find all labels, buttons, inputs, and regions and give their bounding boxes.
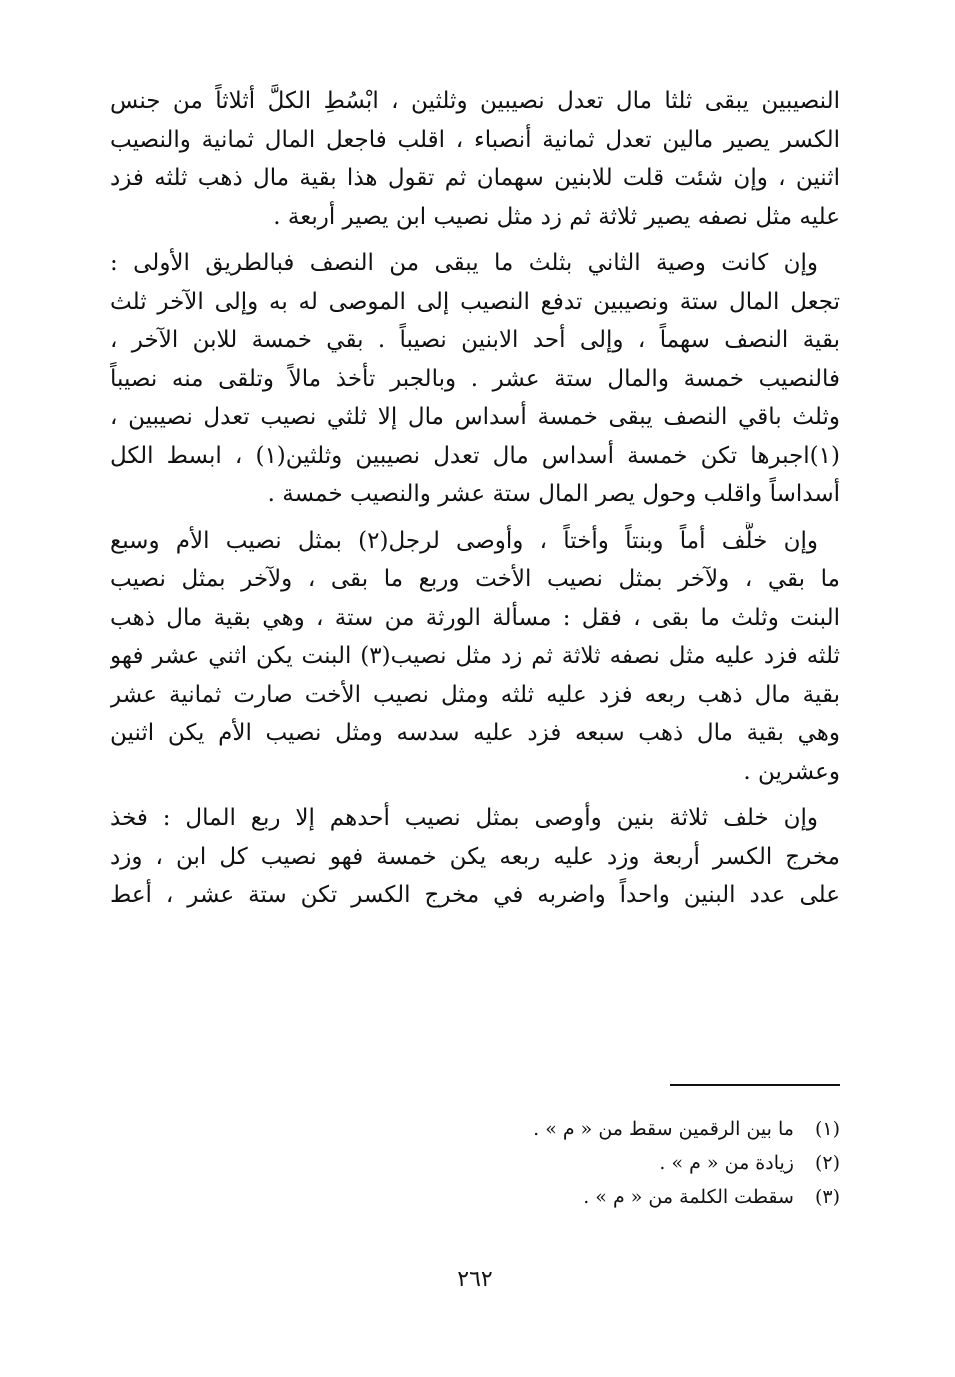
- book-page: [110, 82, 840, 1322]
- text-line: وهي بقية مال ذهب سبعه فزد عليه سدسه ومثل نصيب الأم يكن اثنين: [110, 720, 840, 746]
- paragraph-4: [110, 799, 840, 915]
- footnote-number: (٣): [814, 1186, 840, 1208]
- footnotes: [110, 1112, 840, 1214]
- text-line: بقية مال ذهب ربعه فزد عليه ثلثه ومثل نصيب الأخت صارت ثمانية عشر: [110, 681, 840, 708]
- text-line: الكسر يصير مالين تعدل ثمانية أنصباء ، اقلب فاجعل المال ثمانية والنصيب: [110, 126, 840, 153]
- footnote-number: (٢): [814, 1152, 840, 1174]
- footnote-separator: [670, 1084, 840, 1086]
- page-number: ٢٦٢: [457, 1267, 493, 1292]
- main-text: [110, 82, 840, 915]
- text-line: وثلث باقي النصف يبقى خمسة أسداس مال إلا ثلثي نصيب تعدل نصيبين ،: [110, 404, 840, 430]
- text-line: النصيبين يبقى ثلثا مال تعدل نصيبين وثلثين ، ابْسُطِ الكلَّ أثلاثاً من جنس: [110, 88, 840, 114]
- text-line: وعشرين .: [743, 758, 840, 785]
- text-line: عليه مثل نصفه يصير ثلاثة ثم زد مثل نصيب ابن يصير أربعة .: [273, 203, 840, 230]
- footnote-item: [110, 1146, 840, 1180]
- text-line: مخرج الكسر أربعة وزد عليه ربعه يكن خمسة فهو نصيب كل ابن ، وزد: [110, 843, 840, 870]
- text-line: (١)اجبرها تكن خمسة أسداس مال تعدل نصيبين وثلثين(١) ، ابسط الكل: [110, 442, 840, 469]
- footnote-text: زيادة من « م » .: [659, 1152, 794, 1174]
- text-line: على عدد البنين واحداً واضربه في مخرج الكسر تكن ستة عشر ، أعط: [110, 882, 840, 908]
- footnote-number: (١): [814, 1118, 840, 1140]
- footnote-text: سقطت الكلمة من « م » .: [583, 1186, 794, 1208]
- footnote-text: ما بين الرقمين سقط من « م » .: [533, 1118, 794, 1140]
- text-line: بقية النصف سهماً ، وإلى أحد الابنين نصيباً . بقي خمسة للابن الآخر ،: [110, 327, 840, 353]
- footnote-item: [110, 1112, 840, 1146]
- paragraph-2: [110, 244, 840, 514]
- text-line: البنت وثلث ما بقى ، فقل : مسألة الورثة من ستة ، وهي بقية مال ذهب: [110, 604, 840, 631]
- text-line: تجعل المال ستة ونصيبين تدفع النصيب إلى الموصى له به وإلى الآخر ثلث: [110, 288, 840, 315]
- paragraph-1: [110, 82, 840, 236]
- text-line: ثلثه فزد عليه مثل نصفه ثلاثة ثم زد مثل نصيب(٣) البنت يكن اثني عشر فهو: [110, 643, 840, 669]
- footnote-item: [110, 1180, 840, 1214]
- text-line: وإن كانت وصية الثاني بثلث ما يبقى من النصف فبالطريق الأولى :: [110, 250, 818, 276]
- text-line: فالنصيب خمسة والمال ستة عشر . وبالجبر تأخذ مالاً وتلقى منه نصيباً: [110, 365, 840, 392]
- text-line: أسداساً واقلب وحول يصر المال ستة عشر والنصيب خمسة .: [267, 481, 840, 507]
- text-line: ما بقي ، ولآخر بمثل نصيب الأخت وربع ما بقى ، ولآخر بمثل نصيب: [110, 566, 840, 592]
- text-line: وإن خلَّف أماً وبنتاً وأختاً ، وأوصى لرجل(٢) بمثل نصيب الأم وسبع: [110, 527, 818, 554]
- text-line: اثنين ، وإن شئت قلت للابنين سهمان ثم تقول هذا بقية مال ذهب ثلثه فزد: [110, 165, 840, 191]
- paragraph-3: [110, 522, 840, 792]
- text-line: وإن خلف ثلاثة بنين وأوصى بمثل نصيب أحدهم إلا ربع المال : فخذ: [110, 805, 818, 831]
